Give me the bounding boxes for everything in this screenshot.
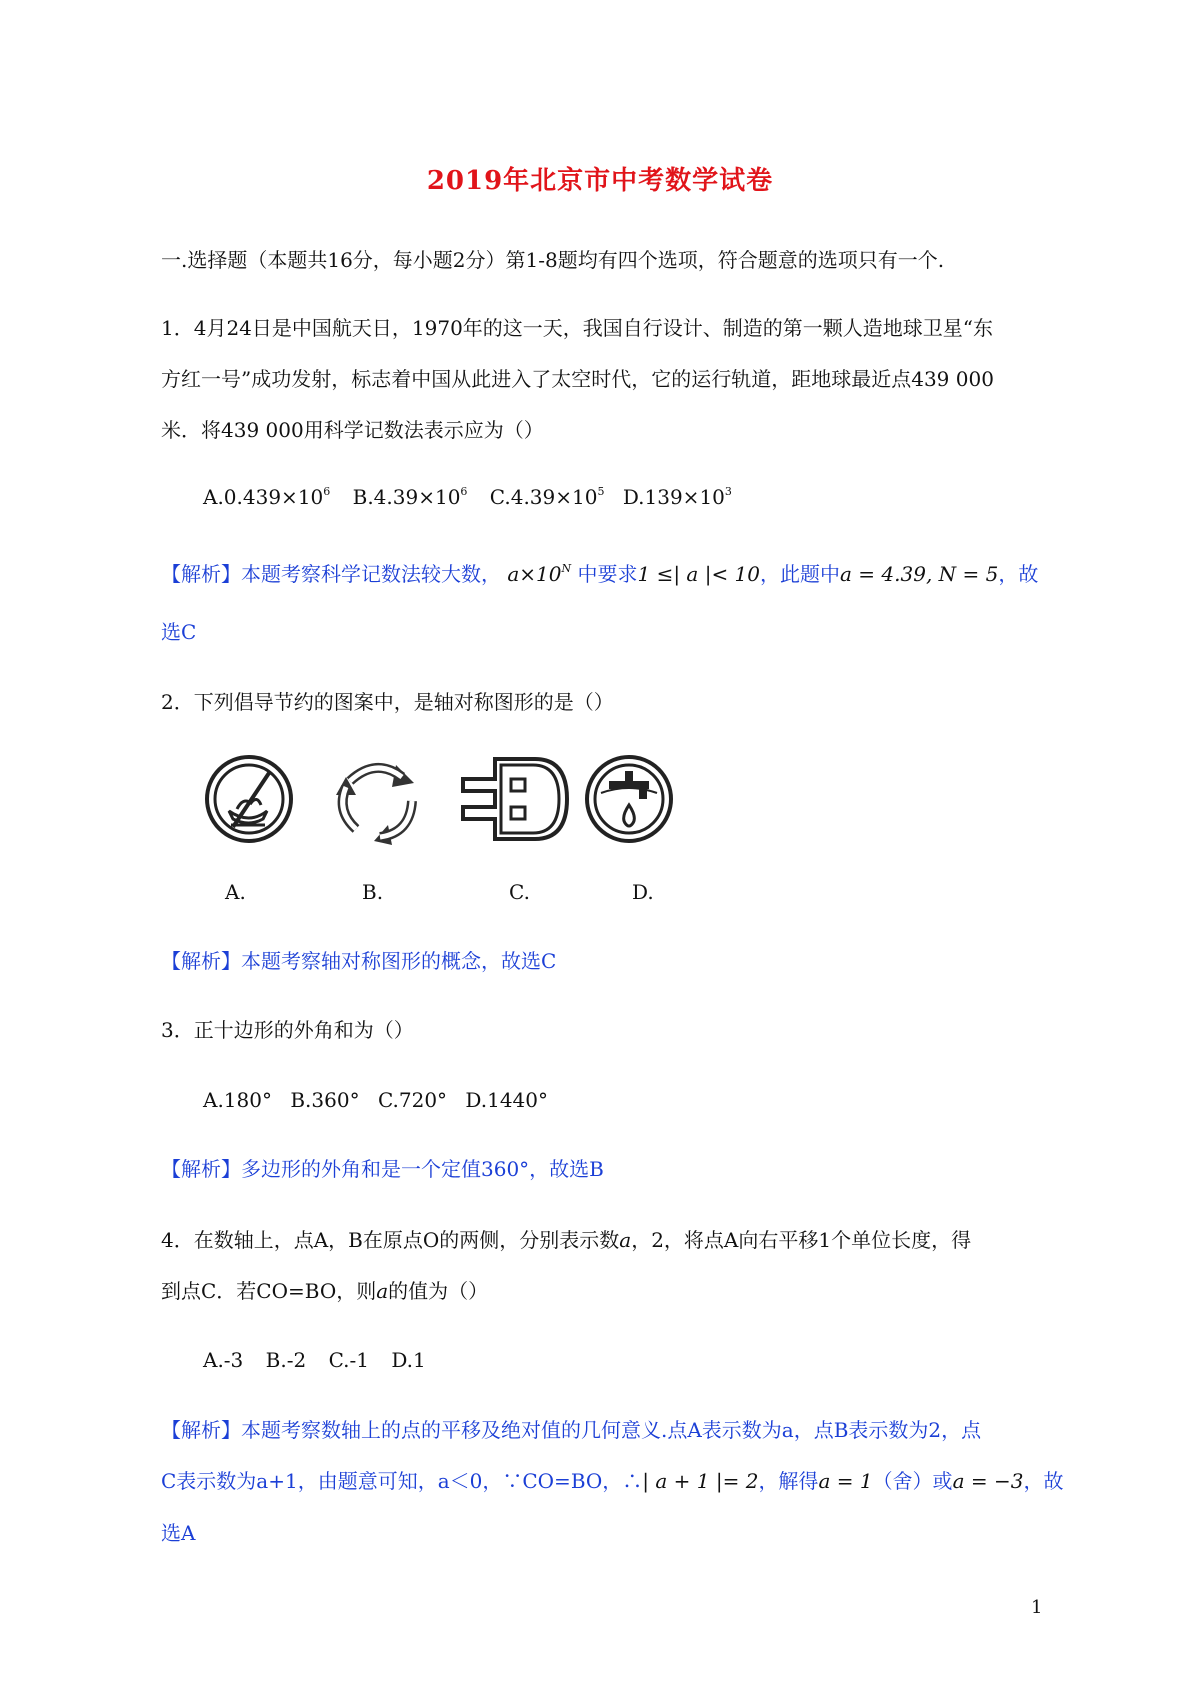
q1-line2: 方红一号”成功发射，标志着中国从此进入了太空时代，它的运行轨道，距地球最近点439 000	[161, 367, 994, 391]
figure-label-d: D.	[632, 880, 654, 904]
q1-answer-line2: 选C	[161, 620, 197, 644]
q4-line1: 4．在数轴上，点A，B在原点O的两侧，分别表示数a，2，将点A向右平移1个单位长度，得	[161, 1228, 972, 1252]
q4-answer-line3: 选A	[161, 1521, 196, 1545]
q1-options	[203, 485, 1083, 509]
q1-option-c: $C.4.39\times 10^5$	[489, 485, 605, 509]
figure-d-faucet-icon	[583, 753, 675, 845]
q3-option-a: A.180°	[203, 1088, 272, 1112]
q4-option-c: C.-1	[328, 1348, 369, 1372]
q3-options	[203, 1088, 1083, 1112]
figure-b-recycle-icon	[330, 753, 422, 845]
q1-line3: 米．将439 000用科学记数法表示应为（）	[161, 418, 544, 442]
figure-label-a: A.	[225, 880, 246, 904]
q1-option-d: $D.139\times 10^3$	[622, 485, 732, 509]
q4-line2: 到点C．若CO=BO，则a的值为（）	[161, 1279, 489, 1303]
q3-option-c: C.720°	[377, 1088, 448, 1112]
q4-options	[203, 1348, 1083, 1372]
q4-answer-line2: C表示数为a+1，由题意可知，a＜0，∵CO=BO，∴| a + 1 |= 2，解得a = 1（舍）或a = −3，故	[161, 1469, 1064, 1493]
page-number: 1	[1031, 1597, 1043, 1618]
section-heading: 一.选择题（本题共16分，每小题2分）第1-8题均有四个选项，符合题意的选项只有一个.	[161, 248, 945, 272]
q3-option-b: B.360°	[290, 1088, 360, 1112]
answer-tag: 【解析】	[161, 562, 241, 586]
answer-tag: 【解析】	[161, 1157, 241, 1181]
q1-option-b: $B.4.39\times 10^6$	[352, 485, 468, 509]
q3-answer: 【解析】多边形的外角和是一个定值360°，故选B	[161, 1157, 604, 1181]
q1-option-a: $A.0.439\times 10^6$	[203, 485, 331, 509]
figure-a-icon	[203, 753, 295, 845]
figure-label-c: C.	[509, 880, 530, 904]
q1-answer-line1: 【解析】本题考察科学记数法较大数， $a\times 10^N$ 中要求1 ≤| a |< 10，此题中a = 4.39, N = 5，故	[161, 562, 1039, 586]
q4-option-a: A.-3	[203, 1348, 244, 1372]
q4-option-d: D.1	[391, 1348, 426, 1372]
answer-tag: 【解析】	[161, 1418, 241, 1442]
page-title: 2019年北京市中考数学试卷	[426, 166, 774, 196]
answer-tag: 【解析】	[161, 949, 241, 973]
q2-answer: 【解析】本题考察轴对称图形的概念，故选C	[161, 949, 557, 973]
q4-answer-line1: 【解析】本题考察数轴上的点的平移及绝对值的几何意义.点A表示数为a，点B表示数为2，点	[161, 1418, 982, 1442]
q3-line1: 3．正十边形的外角和为（）	[161, 1018, 414, 1042]
figure-c-plug-icon	[455, 753, 575, 845]
q3-option-d: D.1440°	[465, 1088, 548, 1112]
q1-line1: 1．4月24日是中国航天日，1970年的这一天，我国自行设计、制造的第一颗人造地球卫星“东	[161, 316, 994, 340]
q2-line1: 2．下列倡导节约的图案中，是轴对称图形的是（）	[161, 690, 614, 714]
figure-label-b: B.	[362, 880, 384, 904]
q4-option-b: B.-2	[265, 1348, 307, 1372]
